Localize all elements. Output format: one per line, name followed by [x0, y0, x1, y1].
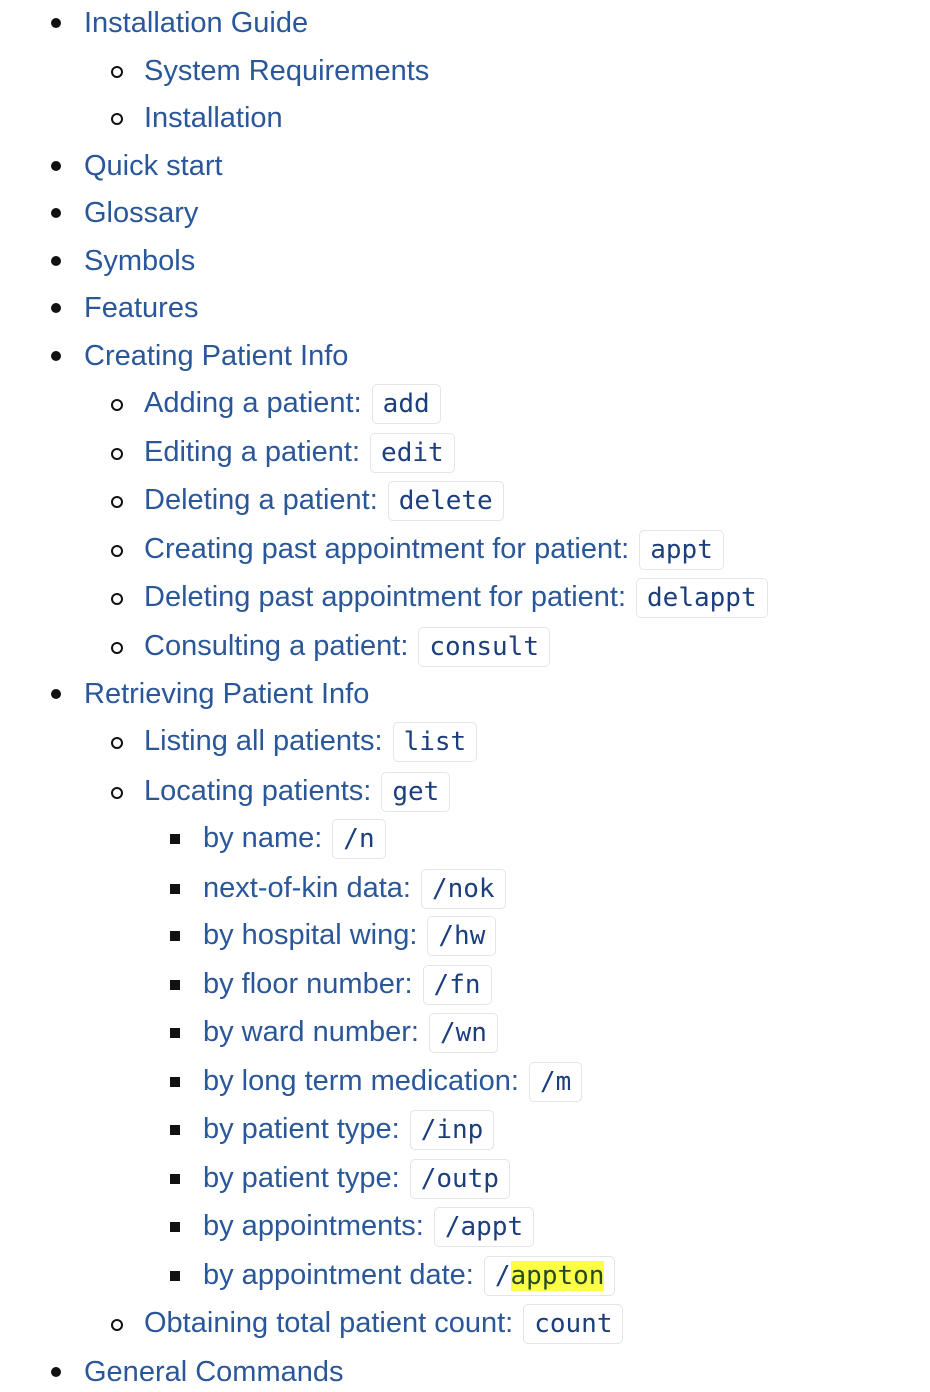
toc-link-label: Installation: [144, 101, 283, 134]
command-code: [639, 530, 724, 570]
circle-bullet-icon: [111, 496, 123, 508]
toc-link-label: Features: [84, 291, 199, 324]
disc-bullet-icon: [51, 351, 61, 361]
circle-bullet-icon: [111, 1319, 123, 1331]
command-text: /wn: [440, 1018, 487, 1048]
toc-link-label: Creating past appointment for patient:: [144, 533, 630, 565]
toc-link-label: by floor number:: [203, 968, 413, 1000]
command-text: list: [403, 727, 467, 757]
command-text: count: [534, 1309, 613, 1339]
circle-bullet-icon: [111, 737, 123, 749]
toc-link[interactable]: [144, 55, 429, 88]
command-code: [529, 1062, 582, 1102]
toc-link[interactable]: [203, 1159, 510, 1199]
toc-link-label: Creating Patient Info: [84, 339, 349, 372]
toc-row: [84, 3, 308, 43]
command-code: [429, 1013, 498, 1053]
square-bullet-icon: [170, 1028, 180, 1038]
disc-bullet-icon: [51, 208, 61, 218]
command-text: /: [494, 1261, 511, 1291]
toc-link[interactable]: [203, 965, 492, 1005]
toc-link[interactable]: [203, 1110, 494, 1150]
command-text: delappt: [647, 583, 757, 613]
toc-link[interactable]: [84, 292, 198, 325]
toc-link-label: Quick start: [84, 149, 223, 182]
toc-link[interactable]: [144, 578, 768, 618]
toc-row: [84, 146, 223, 186]
toc-link-label: Deleting a patient:: [144, 484, 378, 516]
toc-link[interactable]: [84, 197, 198, 230]
toc-row: [203, 965, 492, 1005]
toc-row: [144, 481, 504, 521]
toc-link[interactable]: [84, 7, 308, 40]
command-code: [423, 965, 492, 1005]
toc-row: [84, 241, 195, 281]
command-code: [388, 481, 504, 521]
square-bullet-icon: [170, 834, 180, 844]
command-code: [372, 384, 441, 424]
toc-row: [144, 722, 477, 762]
toc-link[interactable]: [203, 1207, 534, 1247]
toc-link[interactable]: [203, 1256, 615, 1296]
toc-link-label: Glossary: [84, 196, 199, 229]
command-code: [410, 1110, 495, 1150]
toc-link-label: Symbols: [84, 244, 196, 277]
toc-link[interactable]: [84, 678, 369, 711]
toc-link-label: by ward number:: [203, 1016, 419, 1048]
toc-row: [203, 1110, 494, 1150]
toc-link-label: by appointments:: [203, 1210, 424, 1242]
command-code: [427, 916, 496, 956]
toc-link-label: Consulting a patient:: [144, 630, 409, 662]
toc-link[interactable]: [203, 1062, 582, 1102]
toc-row: [144, 627, 550, 667]
square-bullet-icon: [170, 1174, 180, 1184]
square-bullet-icon: [170, 1222, 180, 1232]
toc-row: [203, 819, 386, 859]
toc-link[interactable]: [84, 245, 195, 278]
command-code: [410, 1159, 510, 1199]
command-text: add: [382, 389, 430, 419]
square-bullet-icon: [170, 1077, 180, 1087]
toc-link[interactable]: [144, 102, 283, 135]
toc-row: [203, 1159, 510, 1199]
circle-bullet-icon: [111, 593, 123, 605]
toc-link[interactable]: [203, 819, 386, 859]
toc-row: [84, 193, 198, 233]
command-code: [332, 819, 385, 859]
toc-row: [203, 1207, 534, 1247]
toc-link-label: Adding a patient:: [144, 387, 362, 419]
toc-link-label: Listing all patients:: [144, 725, 383, 757]
command-text: /outp: [420, 1164, 499, 1194]
circle-bullet-icon: [111, 545, 123, 557]
command-text: consult: [429, 632, 539, 662]
toc-row: [144, 1304, 623, 1344]
command-text: /inp: [420, 1115, 484, 1145]
circle-bullet-icon: [111, 66, 123, 78]
toc-row: [144, 433, 455, 473]
toc-row: [203, 1256, 615, 1296]
toc-link-label: by appointment date:: [203, 1259, 474, 1291]
toc-link[interactable]: [203, 916, 496, 956]
disc-bullet-icon: [51, 18, 61, 28]
command-text: edit: [381, 438, 444, 468]
toc-row: [144, 384, 441, 424]
command-code: [370, 433, 455, 473]
toc-link-label: General Commands: [84, 1355, 344, 1388]
disc-bullet-icon: [51, 303, 61, 313]
toc-link[interactable]: [84, 150, 223, 183]
toc-link-label: next-of-kin data:: [203, 872, 411, 904]
toc-row: [144, 51, 429, 91]
toc-row: [144, 772, 450, 812]
toc-row: [84, 336, 348, 376]
command-text: /hw: [438, 921, 486, 951]
toc-link-label: System Requirements: [144, 54, 430, 87]
disc-bullet-icon: [51, 256, 61, 266]
toc-link[interactable]: [144, 530, 724, 570]
command-code: [523, 1304, 623, 1344]
disc-bullet-icon: [51, 161, 61, 171]
toc-link-label: by patient type:: [203, 1113, 400, 1145]
toc-link-label: Installation Guide: [84, 6, 309, 39]
command-code: [381, 772, 450, 812]
toc-row: [144, 530, 724, 570]
circle-bullet-icon: [111, 448, 123, 460]
toc-row: [84, 288, 198, 328]
circle-bullet-icon: [111, 642, 123, 654]
disc-bullet-icon: [51, 689, 61, 699]
toc-row: [144, 578, 768, 618]
toc-link[interactable]: [203, 1013, 498, 1053]
toc-row: [84, 674, 369, 714]
toc-link-label: Retrieving Patient Info: [84, 677, 370, 710]
toc-link[interactable]: [84, 1356, 344, 1389]
command-text: /nok: [431, 874, 495, 904]
command-code: [418, 627, 550, 667]
command-text: delete: [398, 486, 493, 516]
command-text: /m: [539, 1067, 572, 1097]
command-text: /appt: [444, 1212, 524, 1242]
toc-link[interactable]: [144, 722, 477, 762]
toc-row: [84, 1352, 344, 1392]
toc-link-label: by name:: [203, 822, 323, 854]
square-bullet-icon: [170, 1125, 180, 1135]
toc-row: [203, 1062, 582, 1102]
circle-bullet-icon: [111, 113, 123, 125]
toc-link-label: Editing a patient:: [144, 436, 361, 468]
disc-bullet-icon: [51, 1367, 61, 1377]
command-text: appt: [650, 535, 713, 565]
square-bullet-icon: [170, 1271, 180, 1281]
toc-link[interactable]: [203, 869, 506, 909]
toc-row: [144, 98, 283, 138]
command-code: [484, 1256, 616, 1296]
toc-row: [203, 916, 496, 956]
command-text: get: [392, 777, 440, 807]
square-bullet-icon: [170, 980, 180, 990]
toc-row: [203, 1013, 498, 1053]
toc-link[interactable]: [144, 627, 550, 667]
command-code: [393, 722, 478, 762]
square-bullet-icon: [170, 884, 180, 894]
toc-link-label: Locating patients:: [144, 775, 372, 807]
command-text: /n: [343, 824, 375, 854]
toc-link[interactable]: [144, 481, 504, 521]
command-code: [636, 578, 768, 618]
command-text: /fn: [433, 970, 481, 1000]
toc-link[interactable]: [144, 1304, 623, 1344]
toc-link[interactable]: [84, 340, 348, 373]
circle-bullet-icon: [111, 399, 123, 411]
command-code: [421, 869, 506, 909]
toc-link-label: Deleting past appointment for patient:: [144, 581, 627, 613]
toc-link-label: by patient type:: [203, 1162, 400, 1194]
toc-link-label: by hospital wing:: [203, 919, 418, 951]
toc-link[interactable]: [144, 433, 455, 473]
search-highlight: appton: [510, 1261, 605, 1291]
toc-link[interactable]: [144, 384, 441, 424]
toc-link[interactable]: [144, 772, 450, 812]
toc-row: [203, 869, 506, 909]
command-code: [434, 1207, 534, 1247]
toc-link-label: by long term medication:: [203, 1065, 519, 1097]
circle-bullet-icon: [111, 787, 123, 799]
toc-link-label: Obtaining total patient count:: [144, 1307, 514, 1339]
square-bullet-icon: [170, 931, 180, 941]
